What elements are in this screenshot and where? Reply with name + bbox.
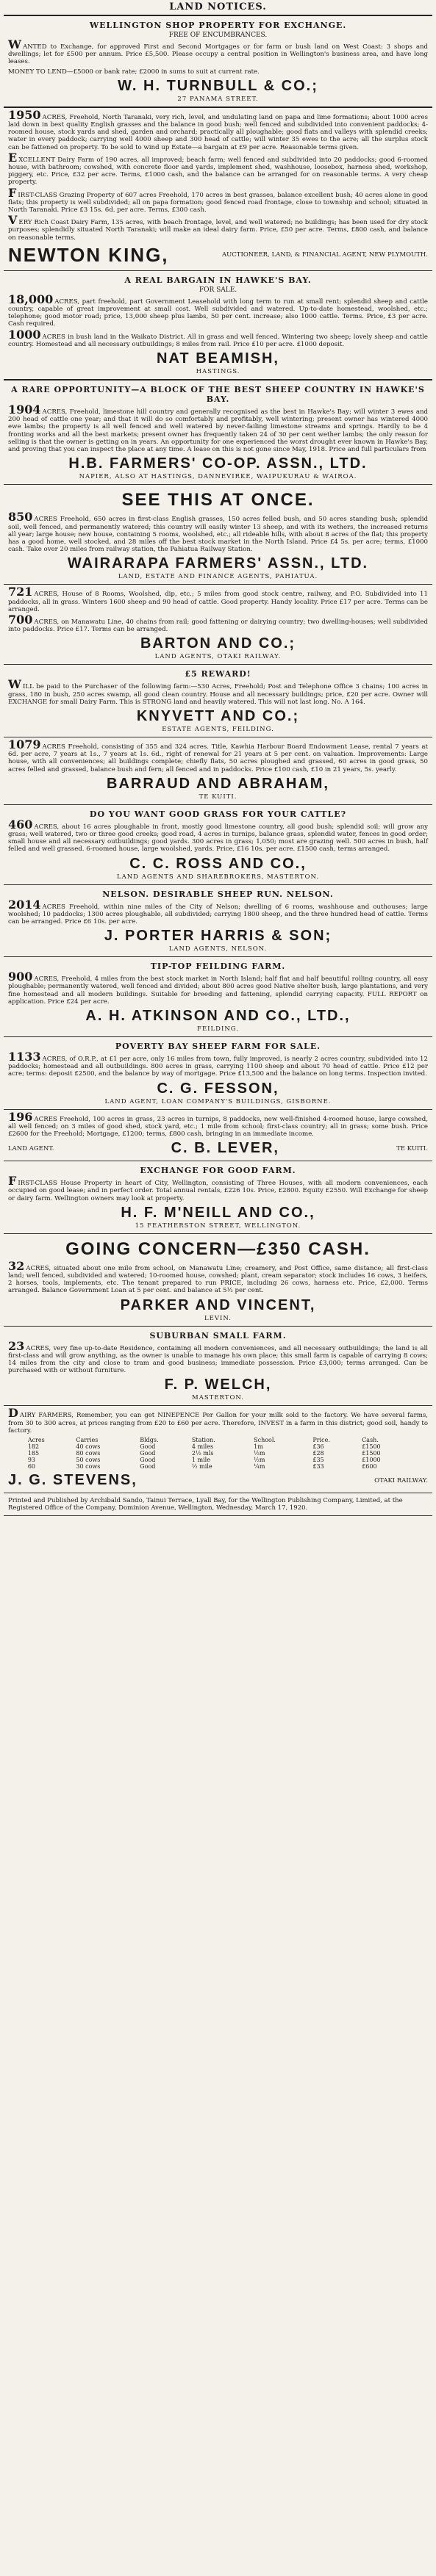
agent-address: ESTATE AGENTS, FEILDING. — [162, 725, 274, 733]
ad-text: AIRY FARMERS, Remember, you can get NINEPENCE Per Gallon for your milk sold to the factory. We have several farms, from 30 to 300 acres, at prices ranging from £20 to £60 per acre. Therefore, INVEST in a farm in this district; good soil, handy to factory. — [8, 1412, 428, 1435]
farm-table-cell: Good — [140, 1463, 156, 1471]
ad-body — [8, 970, 428, 1006]
ad-headline: GOING CONCERN—£350 CASH. — [65, 1238, 371, 1259]
section-header: LAND NOTICES. — [4, 0, 432, 16]
ad-body — [8, 1406, 428, 1435]
ad-body — [8, 585, 428, 613]
ad-body — [8, 107, 428, 151]
ad-lead: 32 — [8, 1258, 25, 1273]
ad-text: ACRES, Freehold, North Taranaki, very rich, level, and undulating land on papa and lime formations; about 1000 acres laid down in best quality English grasses and the balance in good bush; well fenced and subdivided into convenient paddocks; 4-roomed house, stock yards and shed, garden and orchard; practically all ploughable; good flats and valleys with splendid creeks; water in every paddock; carrying well 4000 sheep and 300 head of cattle; will winter 35 ewes to the acre; all the surplus stock can be fattened on property. To be sold to wind up Estate—a bargain at £9 per acre. Reasonable terms given. — [8, 113, 428, 151]
ad-headline: SEE THIS AT ONCE. — [121, 490, 315, 510]
advertisement — [4, 1037, 432, 1110]
ad-body — [8, 1109, 428, 1139]
ad-body — [8, 68, 428, 76]
ad-body — [8, 327, 428, 348]
ad-text: ACRES, Freehold, 4 miles from the best stock market in North Island; half flat and half beautiful rolling country, all easy ploughable; permanently watered, well fenced and divided; about 800 acres good Native shelter bush, large plantations, and very fine homestead and all modern buildings. Suitable for breeding and fattening, splendid carrying capacity. FULL REPORT on application. Price £24 per acre. — [8, 975, 428, 1006]
agent-address: HASTINGS. — [196, 368, 240, 376]
ad-title: WELLINGTON SHOP PROPERTY FOR EXCHANGE. — [89, 21, 347, 30]
ad-body — [8, 1258, 428, 1295]
advertisement — [4, 271, 432, 380]
ad-body — [8, 1049, 428, 1078]
farm-table-cell: Bldgs. — [140, 1437, 159, 1444]
farm-table-cell: Good — [140, 1443, 156, 1451]
advertisement — [4, 885, 432, 958]
ads-column — [4, 16, 432, 1493]
agent-name: BARRAUD AND ABRAHAM, — [107, 775, 329, 792]
ad-text: ACRES in bush land in the Waikato District. All in grass and well fenced. Wintering two sheep; lovely sheep and cattle country. Homestead and all necessary outbuildings; 8 miles from rail. Price £10 per acre. £1000 deposit. — [8, 333, 428, 348]
ad-text: ACRES, about 16 acres ploughable in front, mostly good limestone country, all good bush; splendid soil; will grow any grass; well watered, two or three good creeks; good road, 4 acres in turnips, balance grass, splendid water, fences in good order; small house and all necessary outbuildings; good yards. 300 acres in grass; 1,050; most are grazing well. 500 acres in bush, half felled and well grassed. 6-roomed house, large woolshed, yards. Price, £16 10s. per acre. £1500 cash, terms arranged. — [8, 823, 428, 854]
farm-table-cell: Cash. — [362, 1437, 379, 1444]
agent-suffix: TE KUITI. — [396, 1144, 428, 1152]
agent-address: 27 PANAMA STREET. — [177, 95, 259, 103]
agent-name: F. P. WELCH, — [164, 1377, 272, 1393]
agent-row — [8, 244, 428, 267]
advertisement — [4, 1234, 432, 1327]
farm-table-cell: £1000 — [362, 1457, 381, 1464]
ad-text: ACRES, Freehold, limestone hill country and generally recognised as the best in Hawke's Bay; will winter 3 ewes and 200 head of cattle one year; and that it will do so comfortably and profitably, well wintering; present owner has wintered 4000 ewe lambs; the property is all well fenced and well watered by never-failing limestone streams and springs. Hardly to be 4 fronting works and all the best markets; present owner has frequently taken 24 of 30 per cent wether lambs; the only reason for selling is that the owner is getting on in years. An opportunity for one experienced the worst drought ever known in Hawke's Bay, and proving that you can inspect the place at any time. A lease on this is not gone since May, 1918. Price and full particulars from — [8, 408, 428, 454]
farm-table-cell: ½m — [254, 1457, 265, 1464]
ad-text: ACRES, part freehold, part Government Leasehold with long term to run at small rent; splendid sheep and cattle country, capable of great improvement at small cost. Well subdivided and watered. Up-to-date homestead, woolshed, etc.; telephone; good motor road; price, 13,000 sheep plus lambs, 50 per cent. increase; also 1000 cattle. Terms. Price, £3 per acre. Cash required. — [8, 297, 428, 328]
ad-lead: 2014 — [8, 897, 41, 912]
farm-table-cell: Station. — [191, 1437, 215, 1444]
ad-text: ANTED to Exchange, for approved First and Second Mortgages or for farm or bush land on West Coast: 3 shops and dwellings; let for £500 per annum. Price £5,500. Please occupy a central position in Wellington's business area, and have long leases. — [8, 43, 428, 66]
agent-name: NEWTON KING, — [8, 243, 169, 266]
farm-table-cell: £1500 — [362, 1450, 381, 1457]
farm-table-cell: ½ mile — [191, 1463, 212, 1471]
ad-lead: D — [8, 1406, 18, 1421]
ad-lead: 460 — [8, 817, 33, 831]
farm-table-cell: Good — [140, 1457, 156, 1464]
advertisement — [4, 737, 432, 805]
ad-body — [8, 1338, 428, 1375]
agent-name: BARTON AND CO.; — [140, 635, 296, 652]
ad-text: ACRES Freehold, 650 acres in first-class English grasses, 150 acres felled bush, and 50 acres standing bush; splendid soil, well fenced, and permanently watered; this country will easily winter 13 sheep, and with its wethers, the increased returns all year; large house; new house, containing 5 rooms, woolshed, etc.; all rideable hills, with about 8 acres of the flat; this property has a good home, well stocked, and 28 miles off the best stock market in the North Island. Price £4 5s. per acre; terms, £1000 cash. Take over 20 miles from railway station, the Pahiatua Railway Station. — [8, 516, 428, 554]
farm-table-row — [25, 1457, 411, 1463]
advertisement — [4, 1110, 432, 1162]
agent-address: LAND, ESTATE AND FINANCE AGENTS, PAHIATUA. — [118, 573, 318, 581]
agent-row — [8, 1472, 428, 1489]
ad-body — [8, 897, 428, 926]
farm-table-cell: 185 — [27, 1450, 40, 1457]
farm-table-cell: £33 — [312, 1463, 324, 1471]
farm-table — [25, 1437, 411, 1470]
ad-text: XCELLENT Dairy Farm of 190 acres, all improved; beach farm; well fenced and subdivided into 20 paddocks; good 6-roomed house, with bathroom; cowshed, with concrete floor and yards, implement shed, washhouse, loosebox, harness shed, workshop, piggery, etc. Price, £32 per acre. Terms, £1000 cash, and the balance can be arranged for on reasonable terms. A very cheap property. — [8, 156, 428, 187]
agent-name: C. B. LEVER, — [171, 1140, 279, 1157]
advertisement — [4, 16, 432, 108]
ad-lead: 1079 — [8, 737, 41, 751]
ad-title: £5 REWARD! — [185, 669, 251, 679]
farm-table-cell: 182 — [27, 1443, 40, 1451]
farm-table-cell: 30 cows — [76, 1463, 101, 1471]
farm-table-cell: 2½ mls — [191, 1450, 214, 1457]
farm-table-cell: ¼m — [254, 1463, 265, 1471]
ad-text: ACRES Freehold, within nine miles of the City of Nelson; dwelling of 6 rooms, washhouse and outhouses; large woolshed; 10 paddocks; 1300 acres ploughable, all subdivided; carrying 1800 sheep, and the three hundred head of cattle. Terms can be arranged. Price £6 10s. per acre. — [8, 903, 428, 926]
ad-lead: 196 — [8, 1109, 33, 1124]
agent-name: KNYVETT AND CO.; — [136, 707, 300, 724]
ad-lead: 18,000 — [8, 292, 54, 306]
farm-table-cell: School. — [254, 1437, 276, 1444]
agent-name: J. PORTER HARRIS & SON; — [104, 928, 332, 945]
ad-lead: 721 — [8, 585, 33, 599]
ad-text: ACRES, situated about one mile from school, on Manawatu Line; creamery, and Post Office, same distance; all first-class land; well fenced, subdivided and watered; 10-roomed house, cowshed; plant, cream separator; stock includes 16 cows, 3 heifers, 2 horses, tools, implements, etc. The tenant prepared to run PRICE, including 26 cows, harness etc. Price, £2,000. Terms arranged. Balance Government Loan at 5 per cent. and balance at 5½ per cent. — [8, 1264, 428, 1295]
agent-name: A. H. ATKINSON AND CO., LTD., — [85, 1007, 351, 1024]
farm-table-row — [25, 1437, 411, 1443]
farm-table-cell: £600 — [362, 1463, 377, 1471]
farm-table-cell: 4 miles — [191, 1443, 214, 1451]
agent-name: W. H. TURNBULL & CO.; — [118, 77, 318, 94]
advertisement — [4, 485, 432, 585]
ad-body — [8, 150, 428, 187]
farm-table-row — [25, 1463, 411, 1470]
farm-table-cell: 1m — [254, 1443, 263, 1451]
ad-lead: F — [8, 185, 17, 200]
advertisement — [4, 805, 432, 885]
agent-address: MASTERTON. — [191, 1394, 245, 1402]
ad-text: ACRES Freehold, consisting of 355 and 324 acres. Title, Kawhia Harbour Board Endowment Lease, rental 7 years at 6d. per acre, 7 years at 1s., 7 years at 1s. 6d., right of renewal for 21 years at 5 per cent. on valuation. Improvements: Large house, with all conveniences; all buildings complete; chiefly flats, 50 acres ploughed and grassed, 60 acres in good grass, 50 acres felled and grassed, balance bush and fern; all fenced and in paddocks. Price £100 cash, £10 in 21 years, 5s. yearly. — [8, 743, 428, 773]
advertisement — [4, 380, 432, 485]
ad-text: ERY Rich Coast Dairy Farm, 135 acres, with beach frontage, level, and well watered; no buildings; has been used for dry stock purposes; splendidly situated North Taranaki; will make an ideal dairy farm. Price, £50 per acre. Terms, £800 cash, and balance on reasonable terms. — [8, 219, 428, 242]
ad-lead: E — [8, 150, 18, 165]
agent-name: PARKER AND VINCENT, — [120, 1296, 316, 1313]
ad-subtitle: FOR SALE. — [199, 286, 237, 294]
farm-table-cell: Carries — [76, 1437, 99, 1444]
agent-name: C. C. ROSS AND CO., — [129, 855, 307, 872]
ad-body — [8, 405, 428, 453]
advertisement — [4, 585, 432, 665]
agent-address: TE KUITI. — [199, 793, 237, 801]
farm-table-cell: £28 — [312, 1450, 324, 1457]
agent-prefix: LAND AGENT. — [8, 1144, 54, 1152]
ad-lead: 900 — [8, 970, 33, 984]
ad-lead: W — [8, 37, 21, 51]
ad-text: IRST-CLASS Grazing Property of 607 acres Freehold, 170 acres in best grasses, balance excellent bush; 40 acres alone in good flats; this property is well subdivided; all on papa formation; good fenced road frontage, close to township and school; situated in North Taranaki. Price £3 15s. 6d. per acre. Terms, £300 cash. — [8, 191, 428, 214]
advertisement — [4, 1406, 432, 1493]
agent-name: J. G. STEVENS, — [8, 1472, 137, 1489]
farm-table-row — [25, 1450, 411, 1457]
advertisement — [4, 665, 432, 737]
farm-table-cell: 1 mile — [191, 1457, 210, 1464]
ad-title: A RARE OPPORTUNITY—A BLOCK OF THE BEST SHEEP COUNTRY IN HAWKE'S BAY. — [11, 385, 425, 405]
advertisement — [4, 957, 432, 1037]
farm-table-cell: 80 cows — [76, 1450, 101, 1457]
ad-text: ACRES, on Manawatu Line, 40 chains from rail; good fattening or dairying country; two dwelling-houses; well subdivided into paddocks. Price £17. Terms can be arranged. — [8, 618, 428, 634]
ad-title: DO YOU WANT GOOD GRASS FOR YOUR CATTLE? — [89, 809, 347, 819]
ad-subtitle: FREE OF ENCUMBRANCES. — [168, 32, 268, 39]
ad-body — [8, 737, 428, 773]
farm-table-cell: 40 cows — [76, 1443, 101, 1451]
ad-body — [8, 677, 428, 706]
ad-text: ACRES, very fine up-to-date Residence, containing all modern conveniences, and all necessary outbuildings; the land is all first-class and will grow anything, as the owner is unable to manage his own place; this small farm is capable of carrying 8 cows; 14 miles from the city and close to tram and good business; immediate possession. Price £3,000; terms arranged. Can be purchased with or without furniture. — [8, 1344, 428, 1375]
agent-name: C. G. FESSON, — [157, 1080, 279, 1097]
agent-details: AUCTIONEER, LAND, & FINANCIAL AGENT, NEW PLYMOUTH. — [222, 251, 428, 259]
ad-body — [8, 292, 428, 328]
ad-title: SUBURBAN SMALL FARM. — [149, 1330, 287, 1341]
ad-body — [8, 510, 428, 554]
ad-body — [8, 817, 428, 854]
farm-table-cell: £36 — [312, 1443, 324, 1451]
agent-address: LAND AGENTS AND SHAREBROKERS, MASTERTON. — [116, 873, 320, 881]
ad-lead: 23 — [8, 1338, 25, 1353]
agent-address: LAND AGENT, LOAN COMPANY'S BUILDINGS, GISBORNE. — [104, 1097, 332, 1105]
agent-address: 15 FEATHERSTON STREET, WELLINGTON. — [135, 1222, 301, 1230]
agent-address: NAPIER, ALSO AT HASTINGS, DANNEVIRKE, WAIPUKURAU & WAIROA. — [79, 473, 357, 481]
agent-row — [8, 1140, 428, 1157]
ad-lead: 1904 — [8, 403, 41, 417]
agent-address: LEVIN. — [204, 1314, 232, 1322]
ad-text: ACRES, of O.R.P., at £1 per acre, only 16 miles from town, fully improved, is nearly 2 acres country, subdivided into 12 paddocks; homestead and all outbuildings. 800 acres in grass, carrying 1100 sheep and about 70 head of cattle. Price £12 per acre; terms: deposit £2500, and the balance by way of mortgage. Price £13,500 and the balance on long terms. Inspection invited. — [8, 1055, 428, 1078]
ad-title: EXCHANGE FOR GOOD FARM. — [140, 1166, 296, 1176]
farm-table-cell: Good — [140, 1450, 156, 1457]
agent-address: LAND AGENTS, NELSON. — [168, 945, 268, 953]
ad-lead: 700 — [8, 612, 33, 627]
ad-lead: W — [8, 677, 21, 692]
farm-table-row — [25, 1443, 411, 1450]
ad-body — [8, 1174, 428, 1202]
ad-lead: 1133 — [8, 1049, 41, 1064]
ad-title: TIP-TOP FEILDING FARM. — [150, 962, 286, 972]
advertisement — [4, 1161, 432, 1234]
farm-table-cell: Price. — [312, 1437, 330, 1444]
ad-text: ILL be paid to the Purchaser of the following farm:—530 Acres, Freehold; Post and Telephone Office 3 chains; 100 acres in grass, 180 in bush, 250 acres swamp, all good clean country. House and all necessary buildings; price, £20 per acre. Owner will EXCHANGE for small Dairy Farm. This is STRONG land and heavily watered. This will not last long. No. A 164. — [8, 683, 428, 706]
ad-body — [8, 185, 428, 214]
farm-table-cell: ½m — [254, 1450, 265, 1457]
ad-lead: 850 — [8, 510, 33, 524]
farm-table-cell: £1500 — [362, 1443, 381, 1451]
agent-address: FEILDING. — [197, 1025, 239, 1033]
agent-name: H. F. M'NEILL AND CO., — [121, 1204, 315, 1221]
farm-table-cell: 60 — [27, 1463, 36, 1471]
farm-table-cell: Acres — [27, 1437, 45, 1444]
printer-footer: Printed and Published by Archibald Sando, Tainui Terrace, Lyall Bay, for the Wellington Publishing Company, Limited, at the Registered Office of the Company, Dominion Avenue, Wellington, Wednesday, March 17, 1920. — [4, 1493, 432, 1516]
farm-table-cell: £35 — [312, 1457, 324, 1464]
agent-name: H.B. FARMERS' CO-OP. ASSN., LTD. — [68, 455, 368, 472]
ad-title: A REAL BARGAIN IN HAWKE'S BAY. — [124, 275, 312, 285]
ad-text: IRST-CLASS House Property in heart of City, Wellington, consisting of Three Houses, with all modern conveniences, each occupied on good lease; and in perfect order. Total annual rentals, £226 10s. Price, £2800. Equity £2550. Will Exchange for sheep or dairy farm. Wellington owners may look at property. — [8, 1180, 428, 1202]
farm-table-cell: 93 — [27, 1457, 36, 1464]
ad-lead: 1000 — [8, 327, 41, 342]
ad-body — [8, 37, 428, 66]
farm-table-cell: 50 cows — [76, 1457, 101, 1464]
ad-title: POVERTY BAY SHEEP FARM FOR SALE. — [115, 1041, 321, 1051]
advertisement — [4, 108, 432, 271]
ad-text: ACRES, House of 8 Rooms, Woolshed, dip, etc.; 5 miles from good stock centre, railway, and P.O. Subdivided into 11 paddocks, all in grass. Winters 1600 sheep and 90 head of cattle. Good property. Handy locality. Price £17 per acre. Terms can be arranged. — [8, 591, 428, 613]
advertisement — [4, 1327, 432, 1407]
agent-name: WAIRARAPA FARMERS' ASSN., LTD. — [67, 555, 369, 572]
ad-title: NELSON. DESIRABLE SHEEP RUN. NELSON. — [102, 889, 334, 899]
agent-name: NAT BEAMISH, — [157, 350, 279, 367]
agent-address: LAND AGENTS, OTAKI RAILWAY. — [154, 653, 282, 661]
ad-body — [8, 612, 428, 634]
ad-text: MONEY TO LEND—£5000 or bank rate; £2000 in sums to suit at current rate. — [8, 68, 260, 76]
ad-body — [8, 213, 428, 242]
ad-lead: F — [8, 1174, 17, 1188]
agent-details: OTAKI RAILWAY. — [374, 1476, 428, 1484]
ad-text: ACRES Freehold, 100 acres in grass, 23 acres in turnips, 8 paddocks, new well-finished 4-roomed house, large cowshed, all well fenced; on 3 miles of good shed, stock yard, etc.; 1 mile from school; first-class country; all in grass; some bush. Price £2600 for the Freehold; Mortgage, £1200; terms, £800 cash, bringing in an immediate income. — [8, 1115, 428, 1138]
ad-lead: V — [8, 213, 18, 228]
ad-lead: 1950 — [8, 107, 41, 122]
